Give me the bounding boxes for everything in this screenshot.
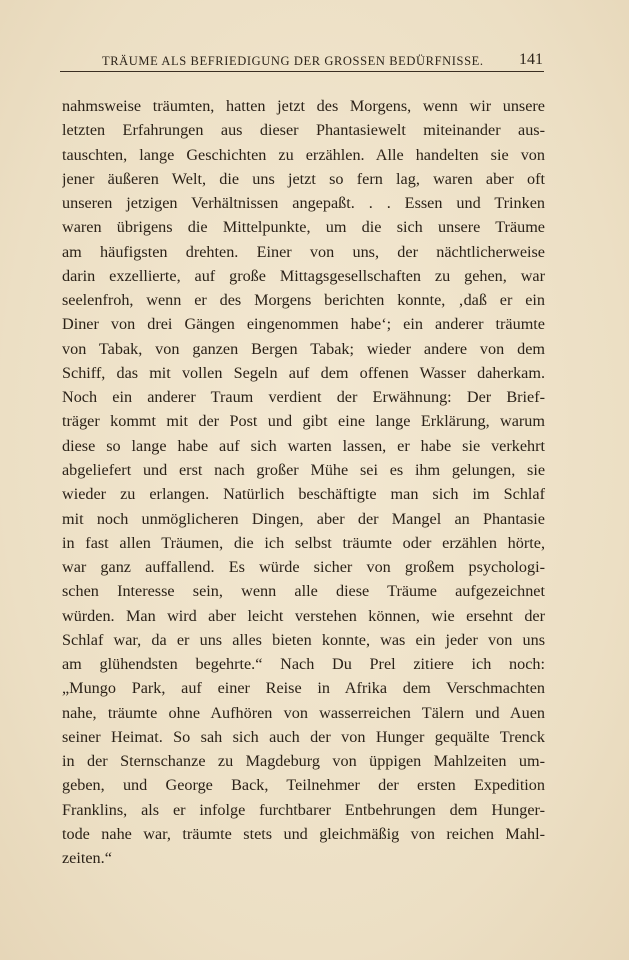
text-line: Diner von drei Gängen eingenommen habe‘; ein anderer träumte: [62, 315, 545, 334]
text-line: schen Interesse sein, wenn alle diese Träume aufgezeichnet: [62, 582, 545, 601]
text-line: tode nahe war, träumte stets und gleichmäßig von reichen Mahl-: [62, 824, 545, 843]
text-line: seiner Heimat. So sah sich auch der von Hunger gequälte Trenck: [62, 727, 545, 746]
text-line: war ganz auffallend. Es würde sicher von großem psychologi-: [62, 558, 545, 577]
text-line: Schiff, das mit vollen Segeln auf dem offenen Wasser daherkam.: [62, 363, 545, 382]
text-line: träger kommt mit der Post und gibt eine lange Erklärung, warum: [62, 412, 545, 431]
text-line: darin exzellierte, auf große Mittagsgesellschaften zu gehen, war: [62, 266, 545, 285]
text-line: würden. Man wird aber leicht verstehen können, wie ersehnt der: [62, 606, 545, 625]
text-line: jener äußeren Welt, die uns jetzt so fern lag, waren aber oft: [62, 169, 545, 188]
body-text: [62, 94, 545, 871]
text-line-last: zeiten.“: [62, 849, 112, 868]
text-line: in fast allen Träumen, die ich selbst träumte oder erzählen hörte,: [62, 533, 545, 552]
text-line: abgeliefert und erst nach großer Mühe sei es ihm gelungen, sie: [62, 460, 545, 479]
text-line: nahe, träumte ohne Aufhören von wasserreichen Tälern und Auen: [62, 703, 545, 722]
running-head: [62, 50, 547, 72]
text-line: geben, und George Back, Teilnehmer der ersten Expedition: [62, 776, 545, 795]
text-line: diese so lange habe auf sich warten lassen, er habe sie verkehrt: [62, 436, 545, 455]
text-line: Schlaf war, da er uns alles bieten konnte, was ein jeder von uns: [62, 630, 545, 649]
text-line: seelenfroh, wenn er des Morgens berichten konnte, ‚daß er ein: [62, 291, 545, 310]
header-rule: [60, 71, 544, 72]
text-line: von Tabak, von ganzen Bergen Tabak; wieder andere von dem: [62, 339, 545, 358]
text-line: am glühendsten begehrte.“ Nach Du Prel zitiere ich noch:: [62, 655, 545, 674]
text-line: „Mungo Park, auf einer Reise in Afrika dem Verschmachten: [62, 679, 545, 698]
text-line: unseren jetzigen Verhältnissen angepaßt. . . Essen und Trinken: [62, 194, 545, 213]
text-line: tauschten, lange Geschichten zu erzählen. Alle handelten sie von: [62, 145, 545, 164]
text-line: nahmsweise träumten, hatten jetzt des Morgens, wenn wir unsere: [62, 97, 545, 115]
text-line: in der Sternschanze zu Magdeburg von üppigen Mahlzeiten um-: [62, 752, 545, 771]
text-line: mit noch unmöglicheren Dingen, aber der Mangel an Phantasie: [62, 509, 545, 528]
page-number: 141: [519, 51, 543, 68]
running-head-title: TRÄUME ALS BEFRIEDIGUNG DER GROSSEN BEDÜRFNISSE.: [102, 54, 484, 68]
text-line: letzten Erfahrungen aus dieser Phantasiewelt miteinander aus-: [62, 121, 545, 140]
text-line: Noch ein anderer Traum verdient der Erwähnung: Der Brief-: [62, 388, 545, 407]
text-line: wieder zu erlangen. Natürlich beschäftigte man sich im Schlaf: [62, 485, 545, 504]
text-line: Franklins, als er infolge furchtbarer Entbehrungen dem Hunger-: [62, 800, 545, 819]
text-line: waren übrigens die Mittelpunkte, um die sich unsere Träume: [62, 218, 545, 237]
text-line: am häufigsten drehten. Einer von uns, der nächtlicherweise: [62, 242, 545, 261]
